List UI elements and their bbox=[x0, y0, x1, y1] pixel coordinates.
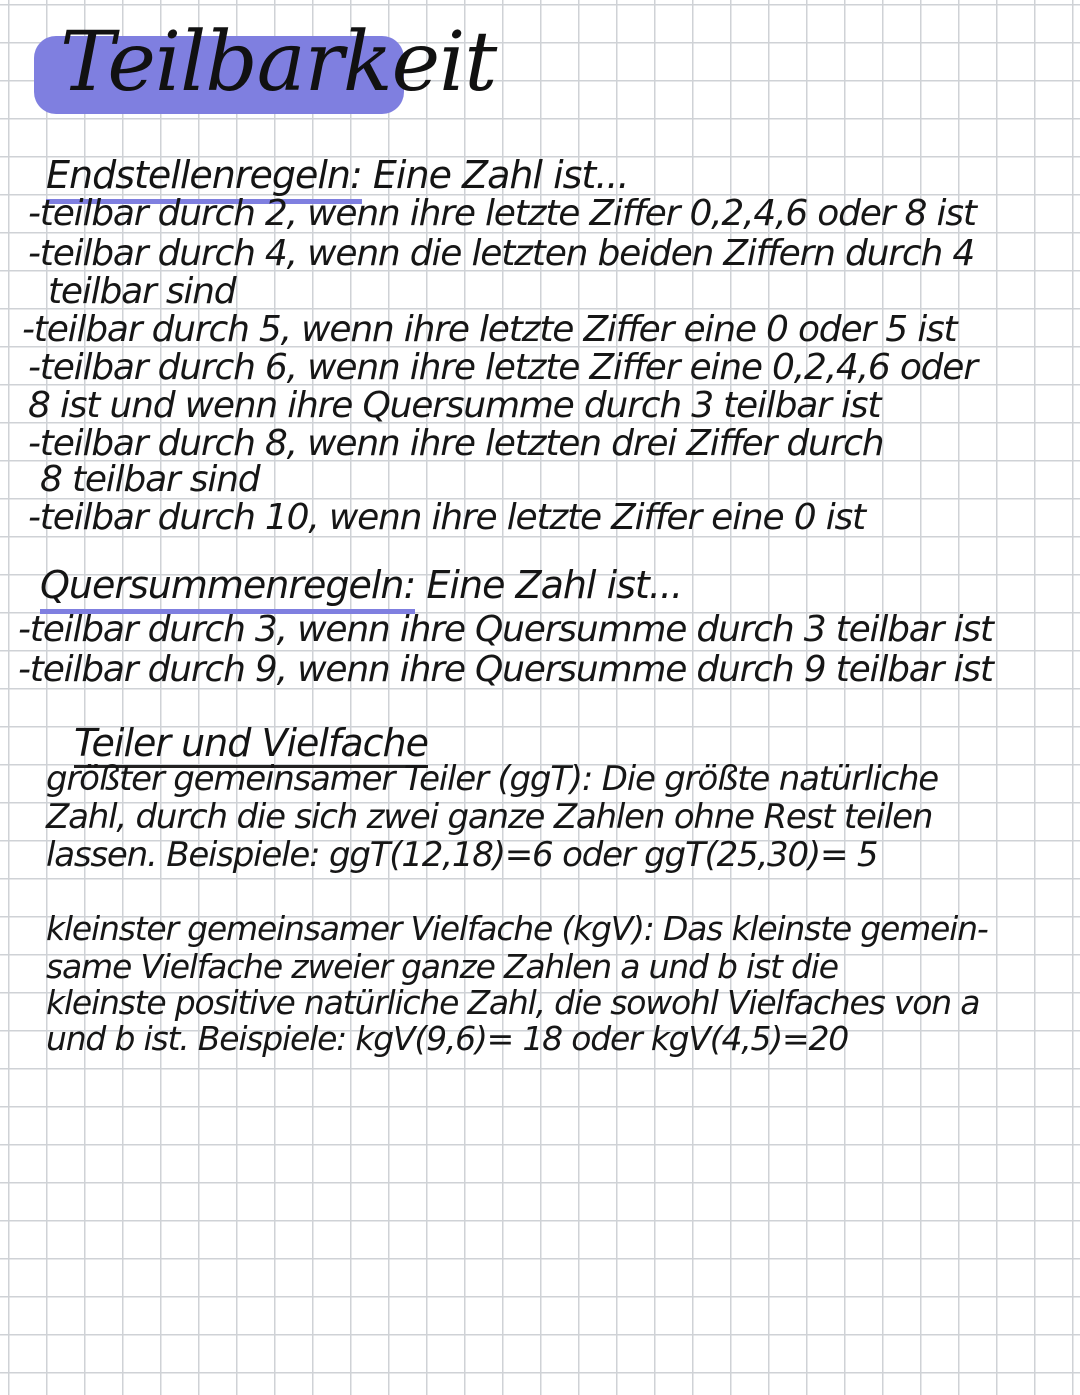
definition-line: same Vielfache zweier ganze Zahlen a und b ist die bbox=[46, 947, 838, 986]
section-heading-text: Teiler und Vielfache bbox=[74, 721, 428, 768]
section-intro: Eine Zahl ist... bbox=[372, 153, 629, 197]
section-heading-text: Quersummenregeln: bbox=[40, 563, 415, 614]
definition-line: kleinster gemeinsamer Vielfache (kgV): Das kleinste gemein- bbox=[46, 909, 988, 948]
definition-line: und b ist. Beispiele: kgV(9,6)= 18 oder kgV(4,5)=20 bbox=[46, 1019, 849, 1058]
rule-line: -teilbar durch 5, wenn ihre letzte Ziffer eine 0 oder 5 ist bbox=[22, 309, 957, 350]
definition-line: lassen. Beispiele: ggT(12,18)=6 oder ggT(25,30)= 5 bbox=[46, 835, 878, 875]
rule-line: teilbar sind bbox=[48, 271, 236, 312]
rule-line: -teilbar durch 10, wenn ihre letzte Ziffer eine 0 ist bbox=[28, 497, 865, 538]
rule-line: 8 teilbar sind bbox=[40, 459, 260, 500]
section-intro: Eine Zahl ist... bbox=[426, 563, 683, 607]
rule-line: 8 ist und wenn ihre Quersumme durch 3 teilbar ist bbox=[28, 385, 881, 426]
definition-line: kleinste positive natürliche Zahl, die sowohl Vielfaches von a bbox=[46, 983, 980, 1022]
page-title: Teilbarkeit bbox=[60, 15, 497, 110]
rule-line: -teilbar durch 3, wenn ihre Quersumme durch 3 teilbar ist bbox=[18, 609, 993, 650]
rule-line: -teilbar durch 6, wenn ihre letzte Ziffer eine 0,2,4,6 oder bbox=[28, 347, 977, 388]
section-heading-quersummenregeln bbox=[40, 563, 683, 607]
rule-line: -teilbar durch 4, wenn die letzten beiden Ziffern durch 4 bbox=[28, 233, 975, 274]
definition-line: größter gemeinsamer Teiler (ggT): Die größte natürliche bbox=[46, 759, 939, 799]
section-heading-endstellenregeln bbox=[46, 153, 629, 197]
section-heading-text: Endstellenregeln: bbox=[46, 153, 362, 204]
rule-line: -teilbar durch 8, wenn ihre letzten drei Ziffer durch bbox=[28, 423, 884, 464]
definition-line: Zahl, durch die sich zwei ganze Zahlen ohne Rest teilen bbox=[46, 797, 933, 837]
section-heading-teiler-und-vielfache bbox=[74, 721, 428, 765]
rule-line: -teilbar durch 9, wenn ihre Quersumme durch 9 teilbar ist bbox=[18, 649, 993, 690]
rule-line: -teilbar durch 2, wenn ihre letzte Ziffer 0,2,4,6 oder 8 ist bbox=[28, 193, 976, 234]
